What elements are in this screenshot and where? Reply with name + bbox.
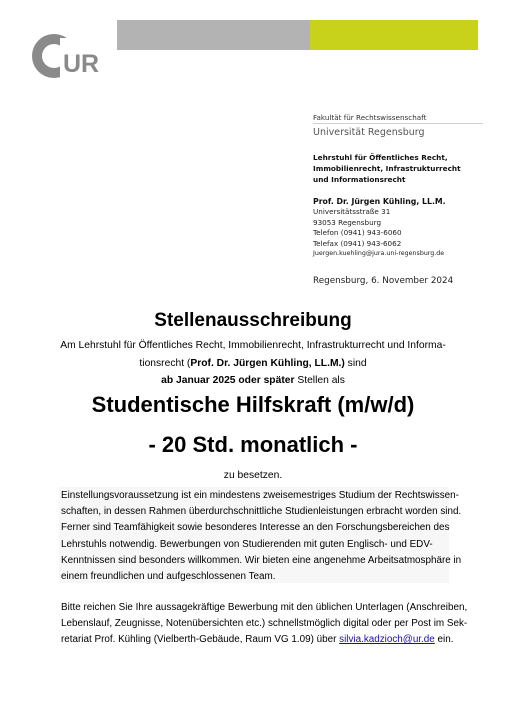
- address-line: Universitätsstraße 31: [313, 207, 391, 216]
- intro-text: Stellen als: [294, 375, 345, 386]
- application-paragraph: [61, 600, 467, 649]
- application-line: [61, 632, 467, 648]
- hours-headline: - 20 Std. monatlich -: [148, 432, 358, 457]
- intro-line: Am Lehrstuhl für Öffentliches Recht, Immobilienrecht, Infrastrukturrecht und Informa-: [60, 340, 446, 351]
- phone-line: Telefon (0941) 943-6060: [313, 228, 402, 237]
- letter-date: Regensburg, 6. November 2024: [313, 276, 454, 286]
- application-text: retariat Prof. Kühling (Vielberth-Gebäude, Raum VG 1.09) über: [61, 634, 340, 646]
- application-email-link[interactable]: silvia.kadzioch@ur.de: [339, 634, 435, 646]
- professor-reference: Prof. Dr. Jürgen Kühling, LL.M.): [190, 358, 345, 369]
- letterhead-divider: [313, 123, 483, 124]
- chair-line: Lehrstuhl für Öffentliches Recht,: [313, 153, 448, 162]
- email-line: Juergen.kuehling@jura.uni-regensburg.de: [313, 250, 445, 257]
- logo-lettering: UR: [63, 50, 100, 78]
- start-date: ab Januar 2025 oder später: [161, 375, 295, 386]
- header-bar-gray: [117, 20, 310, 50]
- header-bar-lime: [310, 20, 478, 50]
- application-line: Bitte reichen Sie Ihre aussagekräftige Bewerbung mit den üblichen Unterlagen (Anschreiben,: [61, 602, 468, 613]
- intro-text: tionsrecht (: [139, 358, 191, 369]
- application-text: ein.: [434, 634, 454, 646]
- chair-name: [313, 152, 461, 185]
- professor-name: Prof. Dr. Jürgen Kühling, LL.M.: [313, 197, 446, 206]
- chair-line: und Informationsrecht: [313, 175, 406, 184]
- fax-line: Telefax (0941) 943-6062: [313, 238, 402, 248]
- requirements-paragraph: [61, 488, 461, 585]
- university-name: Universität Regensburg: [313, 127, 425, 138]
- requirements-line: schaften, in dessen Rahmen überdurchschnittliche Studienleistungen erbracht worden sind.: [61, 506, 462, 518]
- position-headline: Studentische Hilfskraft (m/w/d): [91, 392, 415, 417]
- address-line: 93053 Regensburg: [313, 217, 382, 227]
- faculty-label: Fakultät für Rechtswissenschaft: [313, 113, 427, 122]
- address-block: [313, 207, 444, 260]
- posting-title: Stellenausschreibung: [154, 310, 352, 331]
- intro-line: [0, 358, 506, 369]
- requirements-line: Kenntnissen sind besonders willkommen. Wir bieten eine angenehme Arbeitsatmosphäre in: [61, 554, 462, 566]
- application-line: Lebenslauf, Zeugnisse, Notenübersichten etc.) schnellstmöglich digital oder per Post im Sek-: [61, 618, 468, 630]
- requirements-line: einem freundlichen und aufgeschlossenen Team.: [61, 571, 276, 583]
- intro-line: [0, 375, 506, 386]
- intro-text: sind: [344, 358, 367, 369]
- requirements-line: Lehrstuhls notwendig. Bewerbungen von Studierenden mit guten Englisch- und EDV-: [61, 538, 433, 550]
- besetzen-text: zu besetzen.: [223, 470, 283, 481]
- chair-line: Immobilienrecht, Infrastrukturrecht: [313, 164, 461, 173]
- requirements-line: Ferner sind Teamfähigkeit sowie besonderes Interesse an den Forschungsbereichen des: [61, 522, 450, 534]
- university-logo: [30, 28, 110, 88]
- requirements-line: Einstellungsvoraussetzung ist ein mindestens zweisemestriges Studium der Rechtswissen-: [61, 490, 459, 501]
